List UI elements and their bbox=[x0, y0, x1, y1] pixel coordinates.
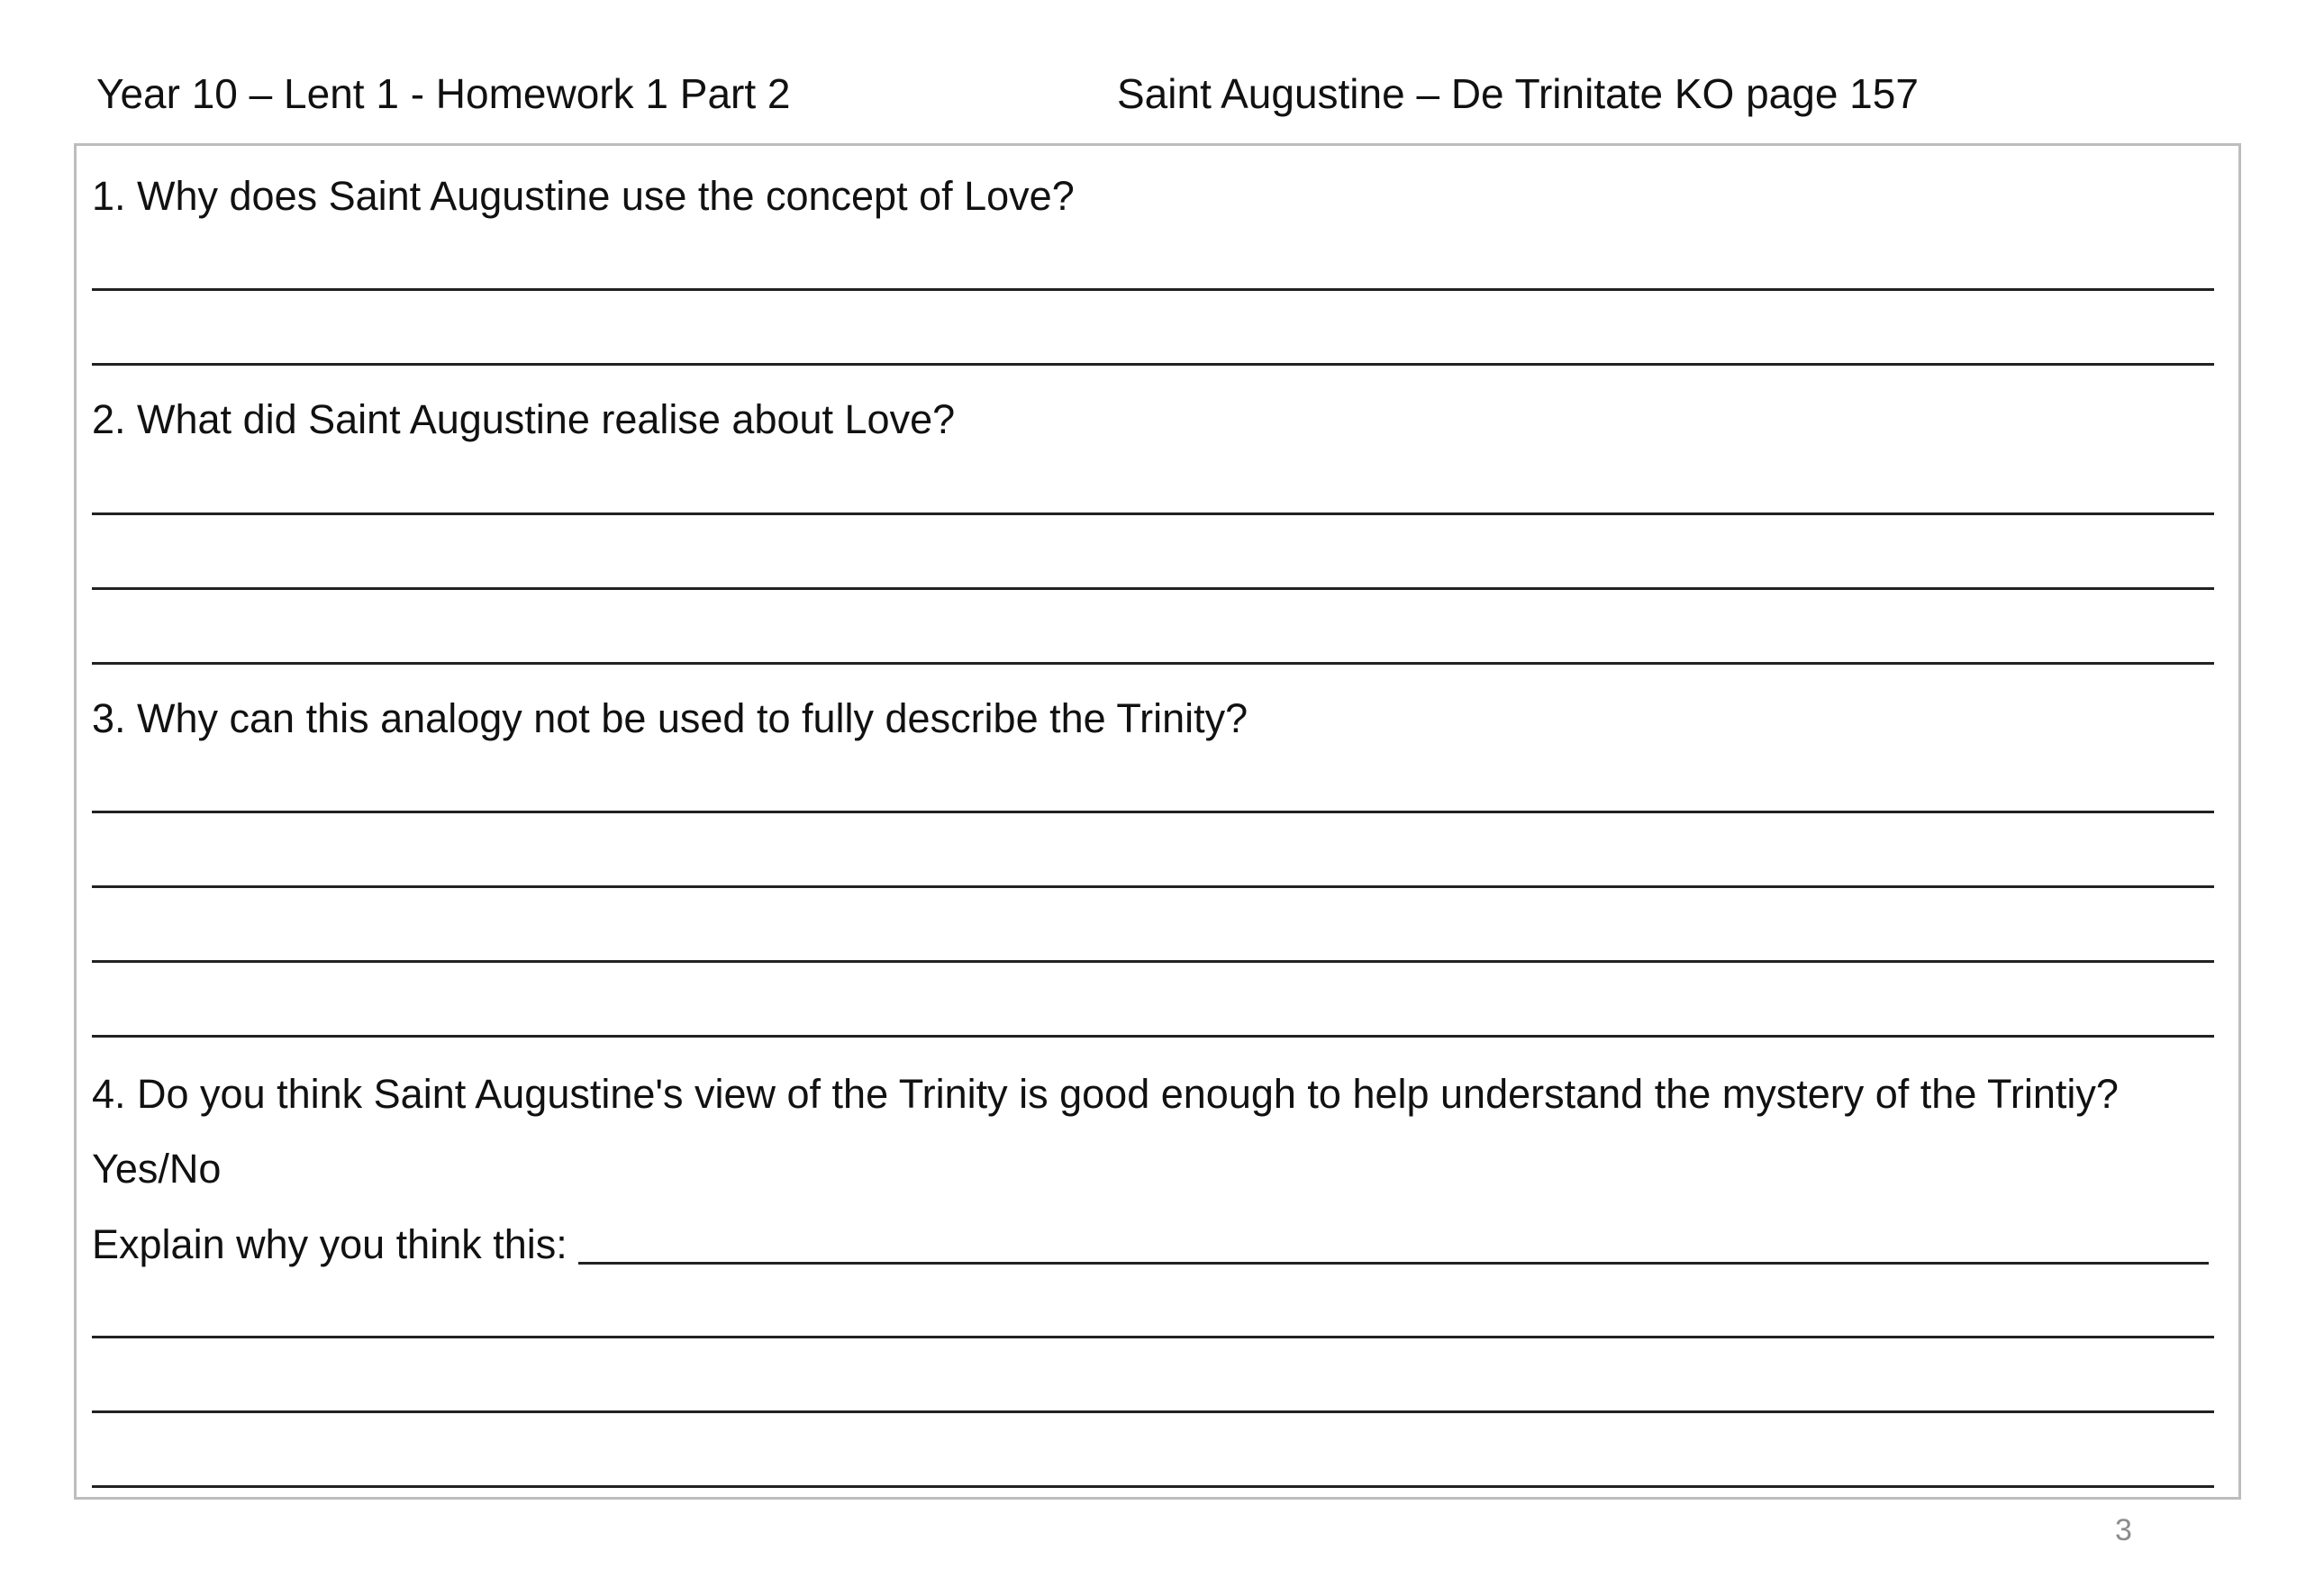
question-4-explain-label: Explain why you think this: bbox=[92, 1221, 567, 1267]
worksheet-header bbox=[0, 67, 2306, 121]
question-4-explain-line[interactable] bbox=[578, 1262, 2209, 1265]
question-4-answer-line[interactable] bbox=[92, 1410, 2214, 1413]
question-3-answer-line[interactable] bbox=[92, 811, 2214, 813]
question-4-text: 4. Do you think Saint Augustine's view of the Trinity is good enough to help understand the mystery of the Trintiy? bbox=[92, 1071, 2119, 1117]
worksheet-border bbox=[74, 143, 2241, 1500]
question-3-answer-line[interactable] bbox=[92, 885, 2214, 888]
question-1-answer-line[interactable] bbox=[92, 363, 2214, 366]
question-2-answer-line[interactable] bbox=[92, 662, 2214, 665]
header-course-title: Year 10 – Lent 1 - Homework 1 Part 2 bbox=[96, 70, 791, 117]
question-2-answer-line[interactable] bbox=[92, 587, 2214, 590]
question-2-answer-line[interactable] bbox=[92, 512, 2214, 515]
question-1-answer-line[interactable] bbox=[92, 288, 2214, 291]
question-4-explain-row bbox=[92, 1220, 2209, 1270]
question-4-answer-line[interactable] bbox=[92, 1336, 2214, 1338]
page-number: 3 bbox=[2115, 1513, 2132, 1547]
question-3-answer-line[interactable] bbox=[92, 960, 2214, 963]
header-topic-reference: Saint Augustine – De Trinitate KO page 157 bbox=[1117, 70, 1919, 117]
question-1-text: 1. Why does Saint Augustine use the concept of Love? bbox=[92, 173, 1075, 219]
question-4-yes-no: Yes/No bbox=[92, 1146, 222, 1192]
question-4-answer-line[interactable] bbox=[92, 1485, 2214, 1488]
question-3-answer-line[interactable] bbox=[92, 1035, 2214, 1038]
question-2-text: 2. What did Saint Augustine realise about Love? bbox=[92, 396, 956, 442]
question-3-text: 3. Why can this analogy not be used to fully describe the Trinity? bbox=[92, 695, 1248, 741]
